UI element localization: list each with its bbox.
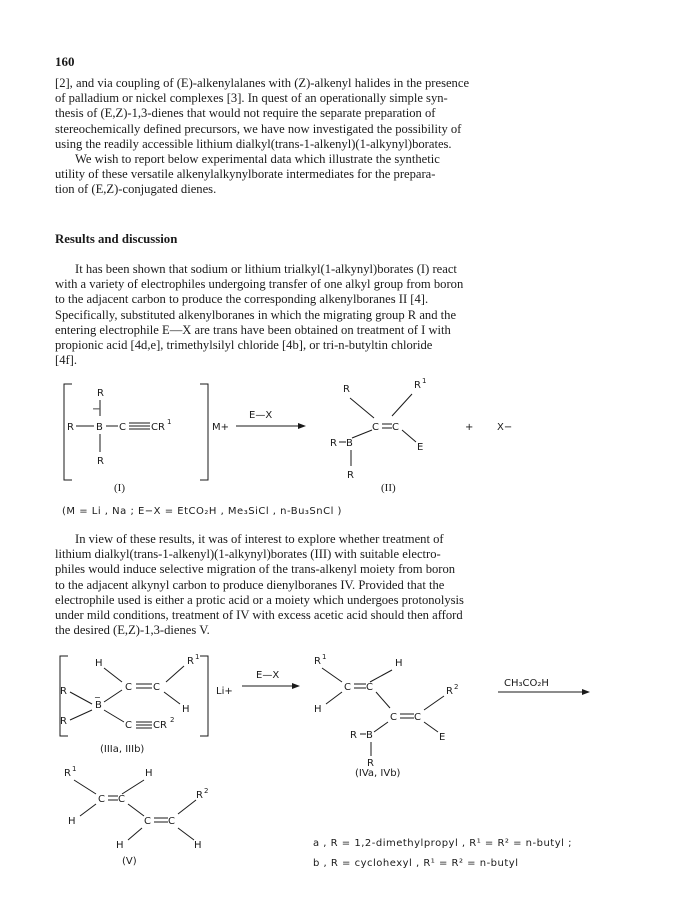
svg-text:CR: CR xyxy=(151,422,165,433)
svg-text:R: R xyxy=(350,730,357,741)
svg-text:C: C xyxy=(392,422,399,433)
text-line: under mild conditions, treatment of IV with excess acetic acid should then afford xyxy=(55,608,463,623)
svg-text:H: H xyxy=(116,840,124,851)
compound-label-I: (I) xyxy=(114,482,125,494)
svg-text:1: 1 xyxy=(72,765,77,773)
svg-text:C: C xyxy=(144,816,151,827)
cation-label: M+ xyxy=(212,422,230,433)
text-line: the desired (E,Z)-1,3-dienes V. xyxy=(55,623,210,638)
svg-text:C: C xyxy=(372,422,379,433)
svg-text:2: 2 xyxy=(454,683,459,691)
reagent-label: E—X xyxy=(256,670,280,681)
svg-text:C: C xyxy=(98,794,105,805)
compound-label-V: (V) xyxy=(122,856,137,867)
svg-text:H: H xyxy=(95,658,103,669)
svg-text:C: C xyxy=(153,682,160,693)
svg-text:2: 2 xyxy=(170,716,175,724)
section-heading: Results and discussion xyxy=(55,232,178,246)
svg-text:H: H xyxy=(145,768,153,779)
svg-text:R: R xyxy=(196,790,203,801)
svg-text:C: C xyxy=(414,712,421,723)
view-paragraph xyxy=(55,532,630,638)
svg-text:1: 1 xyxy=(422,378,427,385)
svg-text:R: R xyxy=(367,758,374,769)
text-line: entering electrophile E—X are trans have been obtained on treatment of I with xyxy=(55,322,451,337)
svg-text:E: E xyxy=(439,732,446,743)
svg-text:R: R xyxy=(60,716,67,727)
text-line: to the adjacent carbon to produce the corresponding alkenylboranes II [4]. xyxy=(55,292,429,307)
text-line: thesis of (E,Z)-1,3-dienes that would not require the separate preparation of xyxy=(55,106,436,121)
compound-label-II: (II) xyxy=(381,482,396,494)
page-number: 160 xyxy=(55,54,75,69)
text-line: [4f]. xyxy=(55,353,78,368)
svg-text:R: R xyxy=(347,470,354,481)
legend-b: b , R = cyclohexyl , R¹ = R² = n-butyl xyxy=(313,858,519,869)
text-line: In view of these results, it was of interest to explore whether treatment of xyxy=(75,532,444,546)
svg-text:H: H xyxy=(395,658,403,669)
svg-text:CR: CR xyxy=(153,720,167,731)
text-line: It has been shown that sodium or lithium trialkyl(1-alkynyl)borates (I) react xyxy=(75,262,457,276)
scheme-2-structures xyxy=(0,648,680,868)
scheme-1-structures xyxy=(0,378,680,498)
text-line: with a variety of electrophiles undergoing transfer of one alkyl group from boron xyxy=(55,277,464,292)
text-line: Specifically, substituted alkenylboranes in which the migrating group R and the xyxy=(55,307,457,322)
svg-text:B: B xyxy=(346,438,353,449)
svg-text:C: C xyxy=(119,422,126,433)
svg-text:1: 1 xyxy=(167,418,172,426)
text-line: philes would induce selective migration of the trans-alkenyl moiety from boron xyxy=(55,562,456,577)
compound-label-IV: (IVa, IVb) xyxy=(355,768,401,779)
svg-text:R: R xyxy=(314,656,321,667)
svg-text:R: R xyxy=(414,380,421,391)
compound-label-III: (IIIa, IIIb) xyxy=(100,744,145,755)
svg-text:−: − xyxy=(94,693,101,702)
svg-text:R: R xyxy=(60,686,67,697)
svg-text:B: B xyxy=(96,422,103,433)
svg-text:R: R xyxy=(67,422,74,433)
svg-text:H: H xyxy=(182,704,190,715)
intro-paragraph xyxy=(55,76,630,152)
svg-text:H: H xyxy=(68,816,76,827)
svg-text:C: C xyxy=(168,816,175,827)
svg-text:R: R xyxy=(446,686,453,697)
text-line: stereochemically defined precursors, we have now investigated the possibility of xyxy=(55,121,462,136)
text-line: of palladium or nickel complexes [3]. In quest of an operationally simple syn- xyxy=(55,91,448,106)
reagent-label: CH₃CO₂H xyxy=(504,678,549,689)
reagent-label: E—X xyxy=(249,410,273,421)
text-line: lithium dialkyl(trans-1-alkenyl)(1-alkynyl)borates (III) with suitable electro- xyxy=(55,547,441,562)
svg-text:C: C xyxy=(125,682,132,693)
svg-text:R: R xyxy=(97,388,104,399)
results-paragraph xyxy=(55,262,630,368)
plus-sign: + xyxy=(465,422,474,433)
svg-text:B: B xyxy=(95,700,102,711)
text-line: using the readily accessible lithium dialkyl(trans-1-alkenyl)(1-alkynyl)borates. xyxy=(55,136,452,151)
anion-label: X− xyxy=(497,422,513,433)
svg-text:R: R xyxy=(97,456,104,467)
text-line: utility of these versatile alkenylalkynylborate intermediates for the prepara- xyxy=(55,167,436,182)
cation-label: Li+ xyxy=(216,686,233,697)
text-line: to the adjacent alkynyl carbon to produce dienylboranes IV. Provided that the xyxy=(55,577,445,592)
svg-text:1: 1 xyxy=(322,653,327,661)
svg-text:1: 1 xyxy=(195,653,200,661)
text-line: [2], and via coupling of (E)-alkenylalanes with (Z)-alkenyl halides in the presence xyxy=(55,76,470,90)
svg-text:H: H xyxy=(194,840,202,851)
svg-text:C: C xyxy=(118,794,125,805)
svg-text:R: R xyxy=(343,384,350,395)
svg-text:B: B xyxy=(366,730,373,741)
svg-text:R: R xyxy=(330,438,337,449)
text-line: electrophile used is either a protic acid or a moiety which undergoes protonolysis xyxy=(55,592,464,607)
text-line: We wish to report below experimental data which illustrate the synthetic xyxy=(75,152,440,166)
scheme-1-conditions: (M = Li , Na ; E−X = EtCO₂H , Me₃SiCl , n-Bu₃SnCl ) xyxy=(62,506,342,517)
svg-text:−: − xyxy=(92,404,101,415)
text-line: tion of (E,Z)-conjugated dienes. xyxy=(55,182,217,197)
svg-text:C: C xyxy=(344,682,351,693)
svg-text:H: H xyxy=(314,704,322,715)
wish-paragraph xyxy=(55,152,630,198)
svg-text:C: C xyxy=(125,720,132,731)
svg-text:E: E xyxy=(417,442,424,453)
svg-text:R: R xyxy=(64,768,71,779)
svg-text:C: C xyxy=(366,682,373,693)
svg-text:C: C xyxy=(390,712,397,723)
legend-a: a , R = 1,2-dimethylpropyl , R¹ = R² = n-butyl ; xyxy=(313,838,572,849)
text-line: propionic acid [4d,e], trimethylsilyl chloride [4b], or tri-n-butyltin chloride xyxy=(55,338,433,353)
svg-text:2: 2 xyxy=(204,787,209,795)
svg-text:R: R xyxy=(187,656,194,667)
